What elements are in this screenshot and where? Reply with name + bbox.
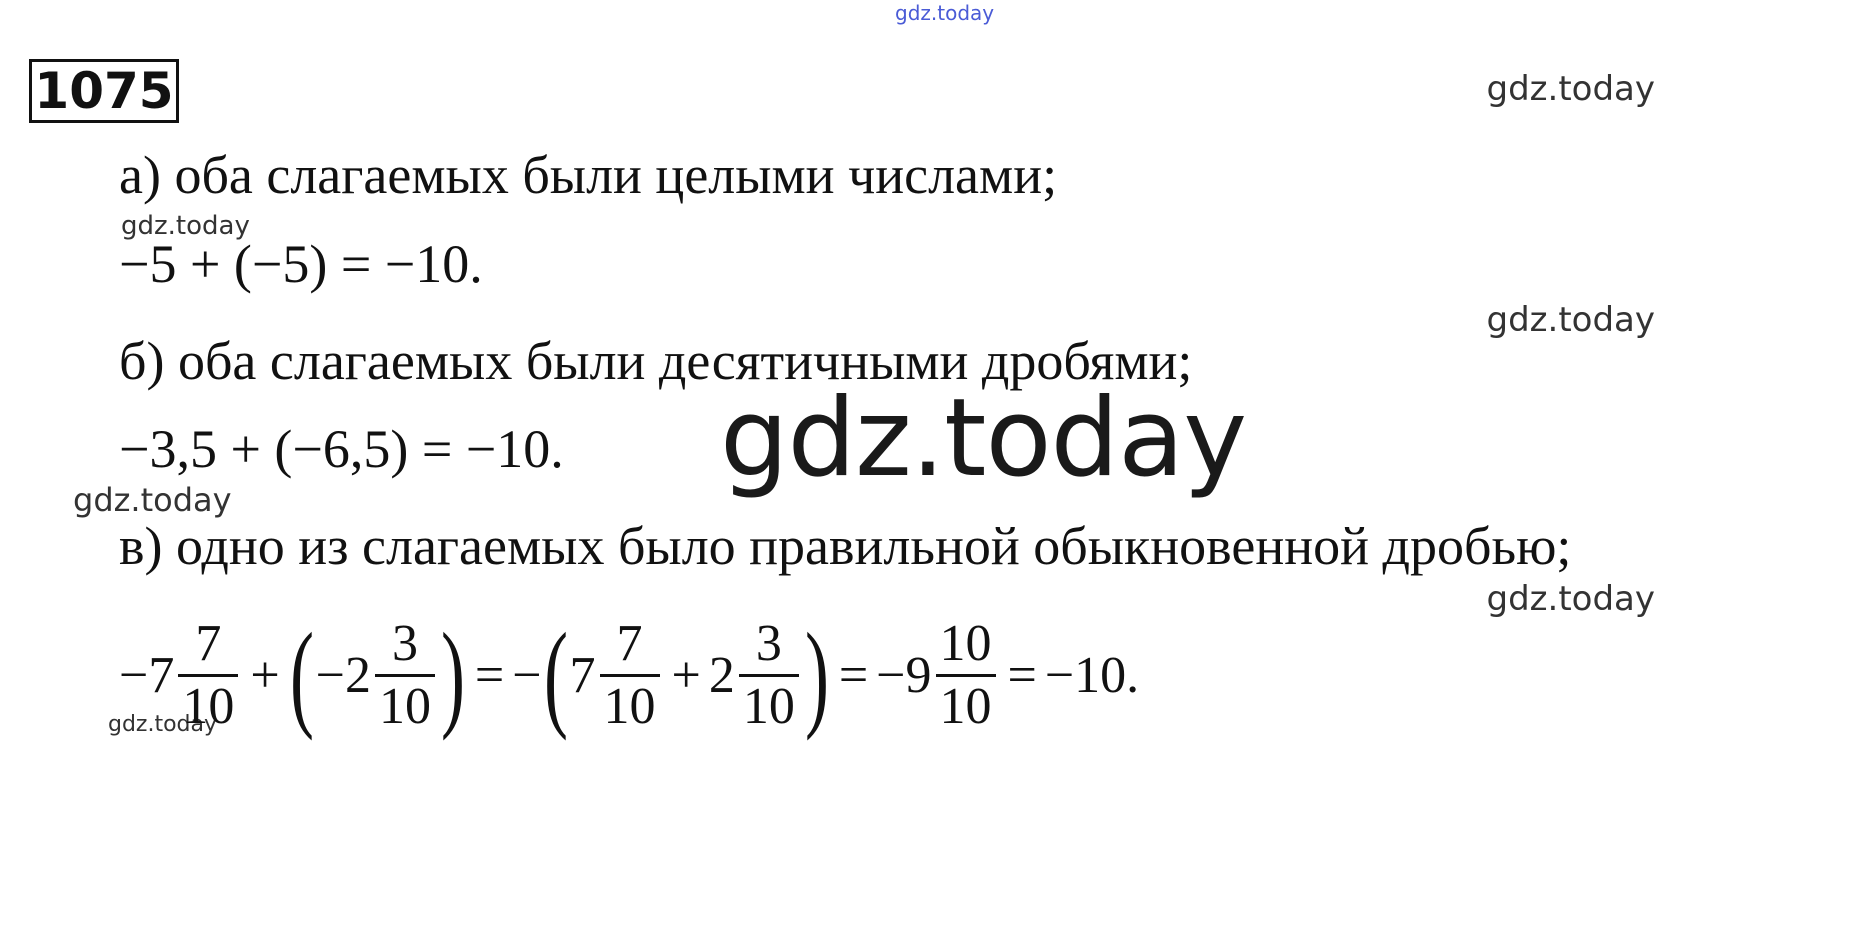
watermark-left-3: gdz.today	[108, 712, 218, 737]
term-3-fraction	[600, 614, 660, 735]
watermark-top: gdz.today	[895, 1, 995, 25]
term-2-numerator: 3	[391, 614, 418, 672]
watermark-left-2: gdz.today	[73, 481, 232, 519]
term-3-numerator: 7	[616, 614, 643, 672]
part-a-equation: −5 + (−5) = −10.	[119, 234, 483, 294]
close-paren-1: )	[440, 608, 465, 741]
term-4-denominator: 10	[739, 674, 799, 733]
term-1-whole: −7	[119, 646, 175, 704]
part-a-condition: а) оба слагаемых были целыми числами;	[119, 145, 1058, 205]
watermark-right-3: gdz.today	[1486, 579, 1655, 619]
term-4-whole: 2	[708, 646, 735, 704]
part-b-equation: −3,5 + (−6,5) = −10.	[119, 419, 564, 479]
part-c-equation	[119, 605, 1139, 745]
equals-sign-1: =	[474, 646, 505, 704]
term-4-fraction	[739, 614, 799, 735]
term-3-whole: 7	[569, 646, 596, 704]
watermark-right-2: gdz.today	[1486, 300, 1655, 340]
watermark-large: gdz.today	[720, 376, 1247, 501]
equals-sign-3: =	[1007, 646, 1037, 704]
problem-number: 1075	[29, 59, 179, 123]
term-1-denominator: 10	[178, 674, 238, 733]
term-1-fraction	[178, 614, 238, 735]
term-5-denominator: 10	[936, 674, 996, 733]
result: −10.	[1044, 646, 1140, 704]
term-1-numerator: 7	[195, 614, 222, 672]
plus-sign-1: +	[250, 646, 280, 704]
plus-sign-2: +	[671, 646, 701, 704]
close-paren-2: )	[804, 608, 829, 741]
term-5-fraction	[936, 614, 996, 735]
term-2-denominator: 10	[375, 674, 435, 733]
equals-sign-2: =	[838, 646, 869, 704]
open-paren-2: (	[543, 608, 568, 741]
part-c-condition: в) одно из слагаемых было правильной обыкновенной дробью;	[119, 516, 1572, 576]
minus-sign: −	[512, 646, 542, 704]
watermark-right-1: gdz.today	[1486, 69, 1655, 109]
watermark-left-1: gdz.today	[121, 211, 250, 241]
term-2-fraction	[375, 614, 435, 735]
term-3-denominator: 10	[600, 674, 660, 733]
term-2-whole: −2	[315, 646, 371, 704]
term-5-numerator: 10	[939, 614, 992, 672]
term-5-whole: −9	[876, 646, 932, 704]
term-4-numerator: 3	[755, 614, 782, 672]
part-b-condition: б) оба слагаемых были десятичными дробями;	[119, 331, 1193, 391]
open-paren-1: (	[289, 608, 314, 741]
